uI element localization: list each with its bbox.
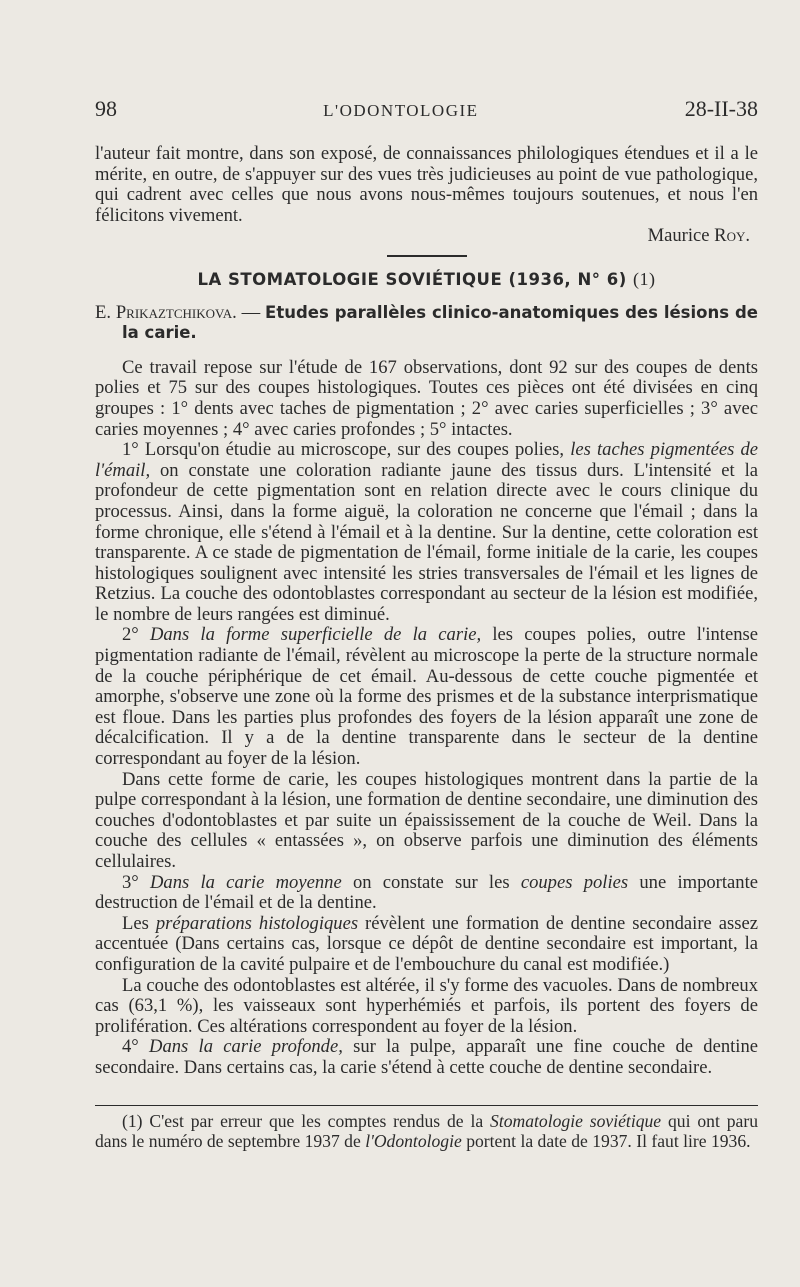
paragraph-5-lead: 3° bbox=[122, 871, 150, 893]
paragraph-6-rest: révèlent une formation de dentine secondaire assez accentuée (Dans certains cas, lorsque ce dépôt de dentine secondaire est important, la configuration de la cavité pulpaire et de l'embouchure du canal est modifiée.) bbox=[95, 912, 758, 975]
paragraph-2-lead: 1° Lorsqu'on étudie au microscope, sur des coupes polies, bbox=[122, 439, 571, 461]
signature-last-name: Roy. bbox=[714, 225, 750, 247]
paragraph-3-lead: 2° bbox=[122, 624, 150, 646]
main-text bbox=[95, 144, 758, 1079]
article-header bbox=[95, 303, 758, 344]
article-title: Etudes parallèles clinico-anatomiques des lésions de la carie. bbox=[122, 302, 758, 343]
footnote-emphasis-2: l'Odontologie bbox=[365, 1130, 462, 1151]
article-author: E. Prikaztchikova. bbox=[95, 301, 237, 323]
paragraph-2-rest: on constate une coloration radiante jaune des tissus durs. L'intensité et la profondeur de cette pigmentation sont en relation directe avec le cours clinique du processus. Ainsi, dans la forme aiguë, la coloration ne concerne que l'émail ; dans la forme chronique, elle s'étend à l'émail et à la dentine. Sur la dentine, cette coloration est transparente. A ce stade de pigmentation de l'émail, forme initiale de la carie, les coupes histologiques soulignent avec intensité les stries transversales de l'émail et les lignes de Retzius. La couche des odontoblastes correspondant au secteur de la lésion est modifiée, le nombre de leurs rangées est diminué. bbox=[95, 459, 758, 625]
paragraph-8-rest: sur la pulpe, apparaît une fine couche de dentine secondaire. Dans certains cas, la carie s'étend à cette couche de dentine secondaire. bbox=[95, 1036, 759, 1078]
paragraph-8-emphasis: Dans la carie profonde, bbox=[149, 1036, 343, 1058]
paragraph-7: La couche des odontoblastes est altérée, il s'y forme des vacuoles. Dans de nombreux cas (63,1 %), les vaisseaux sont hyperhémiés et parfois, ils portent des foyers de prolifération. Ces altérations correspondent au foyer de la lésion. bbox=[95, 974, 758, 1037]
paragraph-5-rest: une importante destruction de l'émail et de la dentine. bbox=[95, 871, 759, 914]
intro-paragraph: l'auteur fait montre, dans son exposé, de connaissances philologiques étendues et il a le mérite, en outre, de s'appuyer sur des vues très judicieuses au point de vue pathologique, qui cadrent avec celles que nous avons nous-mêmes toujours soutenues, et nous l'en félicitons vivement. bbox=[95, 143, 758, 226]
paragraph-4: Dans cette forme de carie, les coupes histologiques montrent dans la partie de la pulpe correspondant à la lésion, une formation de dentine secondaire, une diminution des couches d'odontoblastes et par suite un épaississement de la couche de Weil. Dans la couche des cellules « entassées », on observe parfois une diminution des éléments cellulaires. bbox=[95, 768, 758, 872]
running-header bbox=[95, 96, 758, 122]
author-dash: — bbox=[241, 301, 261, 323]
paragraph-8 bbox=[95, 1037, 758, 1078]
paragraph-6-lead: Les bbox=[122, 912, 156, 934]
footnote-reference: (1) bbox=[633, 268, 656, 289]
paragraph-5-middle: on constate sur les bbox=[341, 871, 521, 893]
paragraph-5-emphasis-2: coupes polies bbox=[520, 871, 629, 893]
journal-title: L'ODONTOLOGIE bbox=[323, 101, 479, 120]
footnote bbox=[95, 1112, 758, 1151]
paragraph-3 bbox=[95, 625, 758, 769]
paragraph-6 bbox=[95, 914, 758, 976]
section-heading bbox=[95, 269, 758, 291]
paragraph-3-rest: les coupes polies, outre l'intense pigmentation radiante de l'émail, révèlent au microscope la perte de la structure normale de la couche périphérique de cet émail. Au-dessous de cette couche pigmentée et amorphe, s'observe une zone où la forme des prismes et de la substance interprismatique est floue. Dans les parties plus profondes des foyers de la lésion apparaît une zone de décalcification. Il y a de la dentine transparente dans le secteur de la dentine correspondant au foyer de la lésion. bbox=[95, 624, 758, 770]
paragraph-1: Ce travail repose sur l'étude de 167 observations, dont 92 sur des coupes de dents polies et 75 sur des coupes histologiques. Toutes ces pièces ont été divisées en cinq groupes : 1° dents avec taches de pigmentation ; 2° avec caries superficielles ; 3° avec caries moyennes ; 4° avec caries profondes ; 5° intactes. bbox=[95, 356, 758, 440]
paragraph-5-emphasis-1: Dans la carie moyenne bbox=[149, 871, 342, 893]
footnote-middle: qui ont paru dans le numéro de septembre 1937 de bbox=[95, 1111, 758, 1151]
footnote-rest: portent la date de 1937. Il faut lire 1936. bbox=[461, 1130, 751, 1151]
signature bbox=[95, 226, 758, 247]
paragraph-2 bbox=[95, 440, 758, 625]
footnote-emphasis-1: Stomatologie soviétique bbox=[490, 1111, 662, 1131]
section-heading-text: LA STOMATOLOGIE SOVIÉTIQUE (1936, N° 6) bbox=[197, 269, 627, 289]
footnote-lead: (1) C'est par erreur que les comptes rendus de la bbox=[122, 1111, 491, 1131]
section-divider bbox=[387, 255, 467, 257]
footnote-text bbox=[95, 1112, 758, 1151]
issue-date: 28-II-38 bbox=[684, 96, 758, 121]
paragraph-5 bbox=[95, 873, 758, 914]
paragraph-2-emphasis: les taches pigmentées de l'émail, bbox=[95, 439, 759, 481]
paragraph-3-emphasis: Dans la forme superficielle de la carie, bbox=[149, 624, 482, 646]
paragraph-8-lead: 4° bbox=[122, 1036, 150, 1058]
signature-first-name: Maurice bbox=[647, 225, 710, 247]
footnote-divider bbox=[95, 1105, 758, 1106]
page-number: 98 bbox=[95, 96, 117, 121]
paragraph-6-emphasis: préparations histologiques bbox=[155, 912, 359, 934]
